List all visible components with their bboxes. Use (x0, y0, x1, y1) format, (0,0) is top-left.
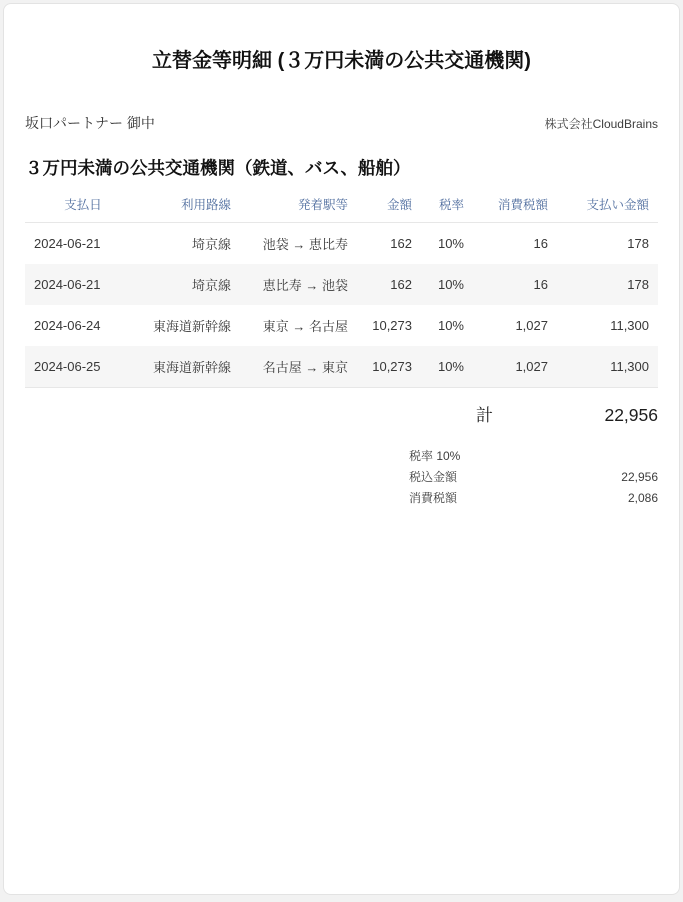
table-row (25, 305, 658, 346)
column-header: 支払い金額 (557, 189, 658, 223)
column-header: 発着駅等 (240, 189, 357, 223)
column-header: 支払日 (25, 189, 141, 223)
table-row (25, 222, 658, 264)
table-cell: 池袋 → 恵比寿 (262, 236, 348, 252)
tax-summary-value: 2,086 (627, 490, 658, 505)
expense-table (25, 189, 658, 387)
table-cell: 178 (627, 276, 649, 292)
table-cell: 10% (437, 358, 464, 374)
column-header: 消費税額 (473, 189, 557, 223)
table-cell: 16 (533, 276, 548, 292)
expense-table-head-row (25, 189, 658, 223)
table-cell: 10% (437, 317, 464, 333)
tax-summary-value: 22,956 (621, 469, 658, 484)
tax-summary-label: 消費税額 (409, 490, 458, 505)
addressee-row (25, 113, 658, 133)
table-cell: 11,300 (610, 317, 649, 333)
column-header: 金額 (357, 189, 421, 223)
table-cell: 埼京線 (191, 277, 231, 293)
table-cell: 178 (627, 235, 649, 251)
page-title: 立替金等明細 (３万円未満の公共交通機関) (152, 50, 531, 72)
table-cell: 10% (437, 235, 464, 251)
column-header: 利用路線 (141, 189, 240, 223)
table-cell: 東海道新幹線 (152, 359, 231, 375)
table-cell: 162 (390, 276, 412, 292)
table-cell: 2024-06-21 (34, 276, 101, 292)
table-cell: 10,273 (372, 317, 412, 333)
table-cell: 2024-06-24 (34, 317, 101, 333)
table-cell: 2024-06-21 (34, 235, 101, 251)
table-cell: 名古屋 → 東京 (262, 359, 348, 375)
tax-summary-row (409, 446, 658, 467)
table-cell: 1,027 (515, 358, 548, 374)
document-card (3, 3, 680, 895)
tax-summary (409, 446, 658, 509)
table-cell: 162 (390, 235, 412, 251)
table-cell: 10,273 (372, 358, 412, 374)
table-row (25, 264, 658, 305)
table-cell: 11,300 (610, 358, 649, 374)
table-cell: 東海道新幹線 (152, 318, 231, 334)
table-cell: 埼京線 (191, 236, 231, 252)
total-label: 計 (476, 405, 493, 425)
table-cell: 16 (533, 235, 548, 251)
table-row (25, 346, 658, 387)
column-header: 税率 (421, 189, 473, 223)
total-value: 22,956 (604, 404, 658, 425)
total-row (25, 387, 658, 432)
table-cell: 東京 → 名古屋 (262, 318, 348, 334)
table-cell: 恵比寿 → 池袋 (262, 277, 348, 293)
tax-summary-row (409, 488, 658, 509)
table-cell: 1,027 (515, 317, 548, 333)
section-heading: ３万円未満の公共交通機関（鉄道、バス、船舶） (25, 158, 411, 178)
tax-summary-label: 税率 10% (409, 448, 461, 463)
tax-summary-label: 税込金額 (409, 469, 458, 484)
table-cell: 2024-06-25 (34, 358, 101, 374)
tax-summary-row (409, 467, 658, 488)
addressee: 坂口パートナー 御中 (25, 115, 155, 131)
table-cell: 10% (437, 276, 464, 292)
company-name: 株式会社CloudBrains (544, 117, 658, 131)
expense-table-body (25, 222, 658, 387)
